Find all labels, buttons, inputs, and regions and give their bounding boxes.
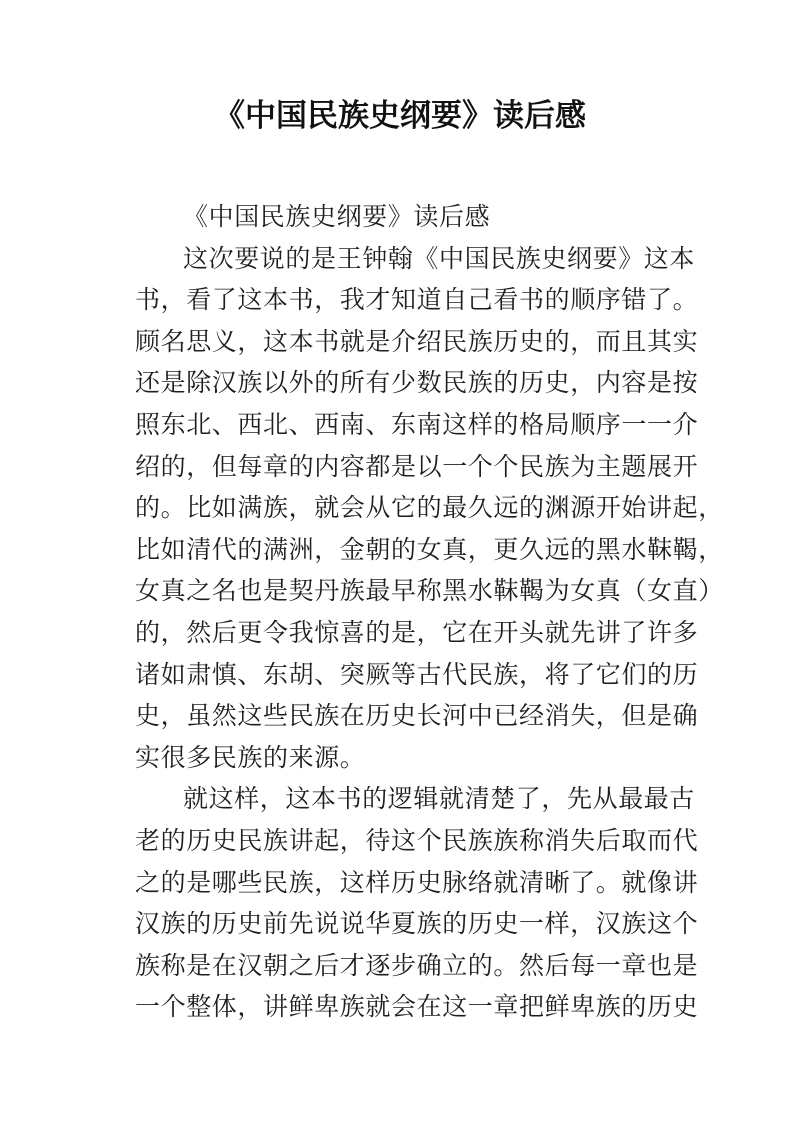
text-line: 还是除汉族以外的所有少数民族的历史，内容是按 (135, 368, 699, 398)
text-line: 诸如肃慎、东胡、突厥等古代民族，将了它们的历 (135, 659, 699, 689)
document-body (135, 196, 724, 1028)
text-line: 之的是哪些民族，这样历史脉络就清晰了。就像讲 (135, 867, 699, 897)
text-line: 顾名思义，这本书就是介绍民族历史的，而且其实 (135, 326, 699, 356)
text-line: 书，看了这本书，我才知道自己看书的顺序错了。 (135, 285, 699, 315)
text-line: 的。比如满族，就会从它的最久远的渊源开始讲起， (135, 493, 724, 523)
text-line: 的，然后更令我惊喜的是，它在开头就先讲了许多 (135, 617, 699, 647)
text-line: 汉族的历史前先说说华夏族的历史一样，汉族这个 (135, 909, 699, 939)
text-line: 实很多民族的来源。 (135, 742, 366, 772)
document-title: 《中国民族史纲要》读后感 (214, 98, 586, 134)
text-line: 比如清代的满洲，金朝的女真，更久远的黑水靺鞨， (135, 534, 724, 564)
text-line: 这次要说的是王钟翰《中国民族史纲要》这本 (183, 243, 696, 273)
text-line: 就这样，这本书的逻辑就清楚了，先从最最古 (183, 784, 696, 814)
text-line: 族称是在汉朝之后才逐步确立的。然后每一章也是 (135, 950, 699, 980)
text-line: 绍的，但每章的内容都是以一个个民族为主题展开 (135, 451, 699, 481)
text-line: 《中国民族史纲要》读后感 (183, 202, 491, 231)
text-line: 女真之名也是契丹族最早称黑水靺鞨为女真（女直） (135, 576, 724, 606)
text-line: 史，虽然这些民族在历史长河中已经消失，但是确 (135, 701, 699, 731)
text-line: 一个整体，讲鲜卑族就会在这一章把鲜卑族的历史 (135, 992, 699, 1022)
text-line: 老的历史民族讲起，待这个民族族称消失后取而代 (135, 825, 699, 855)
text-line: 照东北、西北、西南、东南这样的格局顺序一一介 (135, 409, 699, 439)
